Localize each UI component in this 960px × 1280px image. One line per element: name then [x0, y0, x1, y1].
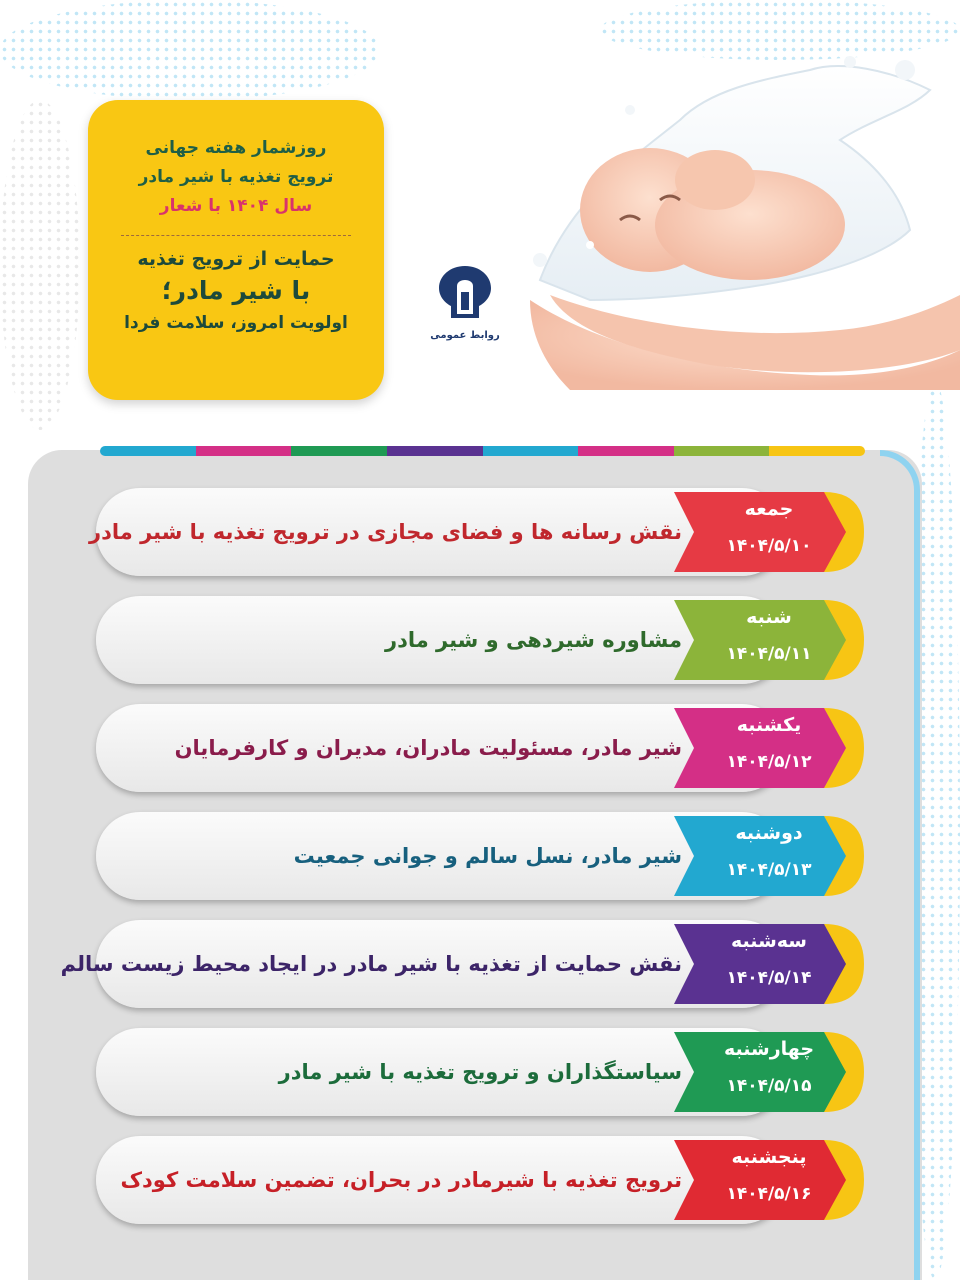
day-name: شنبه [746, 606, 792, 628]
slogan-line-2: با شیر مادر؛ [161, 276, 311, 305]
schedule-row [96, 812, 866, 900]
day-name: سه‌شنبه [731, 930, 807, 952]
stripe-segment [387, 446, 483, 456]
panel-border-arc [880, 450, 920, 1280]
schedule-row [60, 920, 866, 1008]
day-date: ۱۴۰۴/۵/۱۱ [726, 644, 812, 664]
schedule-row [96, 704, 866, 792]
title-line-3: سال ۱۴۰۴ با شعار [159, 196, 313, 216]
day-name: دوشنبه [735, 822, 803, 844]
day-date: ۱۴۰۴/۵/۱۵ [726, 1076, 812, 1096]
slogan-line-3: اولویت امروز، سلامت فردا [124, 313, 348, 333]
day-tag [674, 924, 866, 1004]
title-divider [121, 235, 351, 236]
day-name: یکشنبه [736, 714, 802, 736]
baby-hands-illustration [510, 50, 960, 390]
day-name: جمعه [744, 498, 794, 520]
title-card [88, 100, 384, 400]
logo-caption: روابط عمومی [430, 330, 500, 341]
day-date: ۱۴۰۴/۵/۱۰ [726, 536, 812, 556]
schedule-row [89, 488, 866, 576]
day-date: ۱۴۰۴/۵/۱۲ [726, 752, 812, 772]
schedule-row [96, 1028, 866, 1116]
topic-text: سیاستگذاران و ترویج تغذیه با شیر مادر [278, 1060, 682, 1084]
stripe-segment [483, 446, 579, 456]
day-tag [674, 600, 866, 680]
topic-text: ترویج تغذیه با شیرمادر در بحران، تضمین سلامت کودک [120, 1168, 682, 1192]
day-date: ۱۴۰۴/۵/۱۴ [726, 968, 812, 988]
topic-text: نقش حمایت از تغذیه با شیر مادر در ایجاد محیط زیست سالم [60, 952, 682, 976]
topic-text: شیر مادر، مسئولیت مادران، مدیران و کارفرمایان [174, 736, 682, 760]
schedule-row [96, 1136, 866, 1224]
university-logo [405, 262, 525, 382]
stripe-segment [769, 446, 865, 456]
day-date: ۱۴۰۴/۵/۱۶ [726, 1184, 812, 1204]
topic-text: نقش رسانه ها و فضای مجازی در ترویج تغذیه با شیر مادر [89, 520, 682, 544]
topic-text: مشاوره شیردهی و شیر مادر [384, 628, 682, 652]
day-tag [674, 1140, 866, 1220]
title-line-2: ترویج تغذیه با شیر مادر [138, 167, 334, 187]
day-tag [674, 1032, 866, 1112]
topic-text: شیر مادر، نسل سالم و جوانی جمعیت [293, 844, 682, 868]
stripe-segment [291, 446, 387, 456]
day-tag [674, 816, 866, 896]
day-date: ۱۴۰۴/۵/۱۳ [726, 860, 812, 880]
day-name: پنجشنبه [731, 1146, 807, 1168]
stripe-segment [578, 446, 674, 456]
dots-top-left [0, 0, 380, 100]
title-line-1: روزشمار هفته جهانی [145, 138, 327, 158]
stripe-segment [196, 446, 292, 456]
stripe-segment [674, 446, 770, 456]
schedule-row [96, 596, 866, 684]
emblem-icon [435, 262, 495, 324]
day-name: چهارشنبه [723, 1038, 815, 1060]
color-stripe [100, 446, 865, 456]
day-tag [674, 492, 866, 572]
dots-left [0, 100, 80, 430]
slogan-line-1: حمایت از ترویج تغذیه [137, 248, 335, 270]
stripe-segment [100, 446, 196, 456]
day-tag [674, 708, 866, 788]
